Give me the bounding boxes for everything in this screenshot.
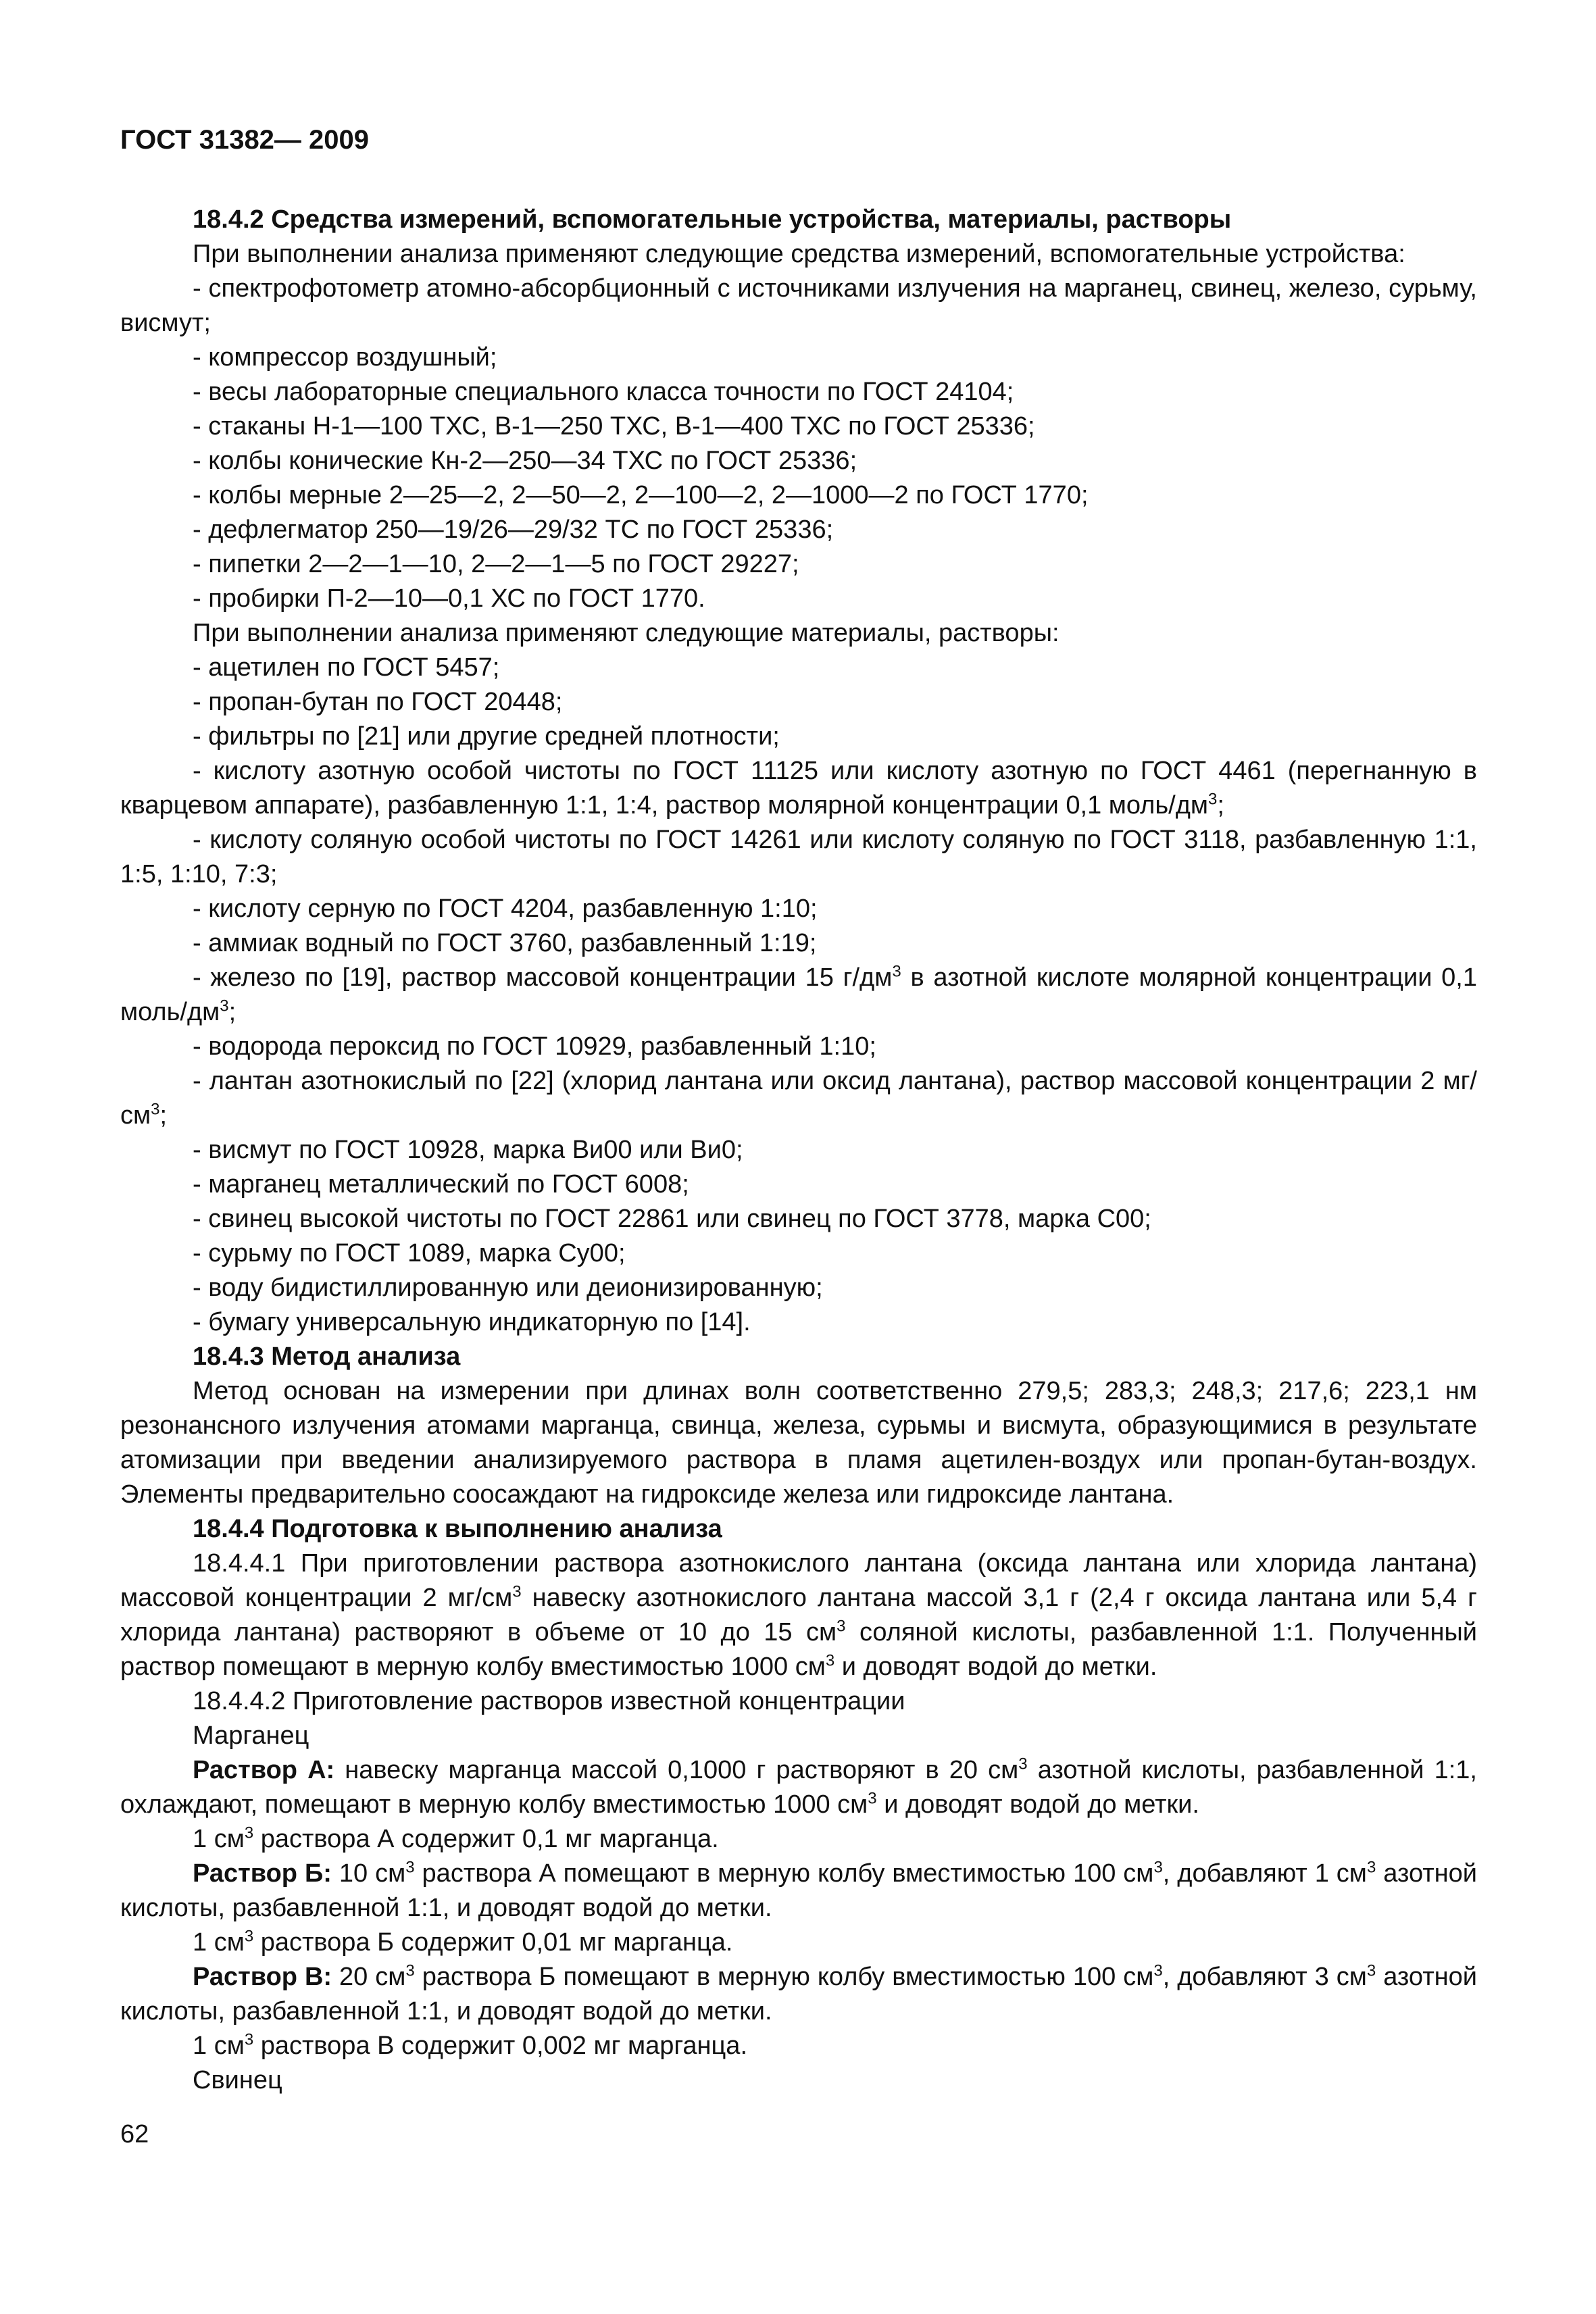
text-run: и доводят водой до метки. [834, 1653, 1157, 1681]
list-item: - пробирки П-2—10—0,1 ХС по ГОСТ 1770. [193, 584, 705, 613]
paragraph [120, 1822, 1477, 1857]
text-run: азотной кислоты, разбавленной 1:1, и доводят водой до метки. [120, 1859, 1477, 1922]
paragraph [120, 1857, 1477, 1926]
subheading-manganese: Марганец [193, 1721, 309, 1750]
page-header: ГОСТ 31382— 2009 [120, 125, 370, 155]
list-item: - дефлегматор 250—19/26—29/32 ТС по ГОСТ 25336; [193, 515, 834, 544]
superscript: 3 [1153, 1858, 1163, 1877]
superscript: 3 [825, 1651, 835, 1670]
paragraph [120, 1960, 1477, 2029]
paragraph: При выполнении анализа применяют следующие средства измерений, вспомогательные устройства: [193, 240, 1405, 268]
list-item: - свинец высокой чистоты по ГОСТ 22861 или свинец по ГОСТ 3778, марка С00; [193, 1205, 1151, 1233]
list-item: - кислоту серную по ГОСТ 4204, разбавленную 1:10; [193, 895, 818, 923]
list-item [120, 961, 1477, 1030]
list-item: - компрессор воздушный; [193, 343, 497, 372]
solution-label: Раствор В: [193, 1963, 332, 1991]
list-item: - фильтры по [21] или другие средней плотности; [193, 722, 780, 751]
list-item: - колбы мерные 2—25—2, 2—50—2, 2—100—2, 2—1000—2 по ГОСТ 1770; [193, 481, 1089, 509]
text-run: ; [1217, 791, 1224, 820]
text-run: - лантан азотнокислый по [22] (хлорид лантана или оксид лантана), раствор массовой концентрации 2 мг/см [120, 1067, 1477, 1130]
paragraph: 18.4.4.2 Приготовление растворов известной концентрации [193, 1687, 905, 1715]
list-item: - колбы конические Кн-2—250—34 ТХС по ГОСТ 25336; [193, 447, 857, 475]
list-item: - аммиак водный по ГОСТ 3760, разбавленный 1:19; [193, 929, 817, 957]
superscript: 3 [892, 962, 901, 981]
superscript: 3 [1018, 1755, 1028, 1774]
superscript: 3 [1366, 1961, 1376, 1980]
list-item: - весы лабораторные специального класса точности по ГОСТ 24104; [193, 378, 1014, 406]
text-run: 10 см [331, 1859, 406, 1888]
list-item: - пипетки 2—2—1—10, 2—2—1—5 по ГОСТ 29227; [193, 550, 799, 578]
text-run: ; [159, 1101, 168, 1130]
list-item: - стаканы Н-1—100 ТХС, В-1—250 ТХС, В-1—400 ТХС по ГОСТ 25336; [193, 412, 1035, 441]
text-run: раствора А содержит 0,1 мг марганца. [253, 1825, 719, 1853]
list-item: - бумагу универсальную индикаторную по [14]. [193, 1308, 751, 1336]
text-run: 1 см [193, 1928, 245, 1957]
paragraph: Метод основан на измерении при длинах волн соответственно 279,5; 283,3; 248,3; 217,6; 223,1 нм резонансного излучения атомами марганца, свинца, железа, сурьмы и висмута, образующимися в результате атомизации при введении анализируемого раствора в пламя ацетилен-воздух или пропан-бутан-воздух. Элементы предварительно соосаждают на гидроксиде железа или гидроксиде лантана. [120, 1377, 1477, 1509]
document-body [120, 203, 1477, 2098]
text-run: азотной кислоты, разбавленной 1:1, и доводят водой до метки. [120, 1963, 1477, 2026]
text-run: и доводят водой до метки. [876, 1790, 1199, 1819]
list-item: - кислоту соляную особой чистоты по ГОСТ 14261 или кислоту соляную по ГОСТ 3118, разбавленную 1:1, 1:5, 1:10, 7:3; [120, 826, 1477, 888]
text-run: , добавляют 1 см [1162, 1859, 1367, 1888]
text-run: 20 см [332, 1963, 406, 1991]
superscript: 3 [837, 1617, 846, 1636]
text-run: в азотной кислоте молярной концентрации 0,1 моль/дм [120, 963, 1477, 1026]
superscript: 3 [512, 1582, 522, 1601]
text-run: 1 см [193, 2032, 245, 2060]
list-item [120, 754, 1477, 823]
paragraph [120, 1753, 1477, 1822]
list-item: - пропан-бутан по ГОСТ 20448; [193, 688, 563, 716]
list-item: - марганец металлический по ГОСТ 6008; [193, 1170, 689, 1199]
page-number: 62 [120, 2120, 149, 2148]
text-run: 1 см [193, 1825, 245, 1853]
superscript: 3 [244, 2030, 254, 2049]
solution-label: Раствор Б: [193, 1859, 332, 1888]
paragraph: При выполнении анализа применяют следующие материалы, растворы: [193, 619, 1059, 647]
text-run: - кислоту азотную особой чистоты по ГОСТ 11125 или кислоту азотную по ГОСТ 4461 (перегнанную в кварцевом аппарате), разбавленную 1:1, 1:4, раствор молярной концентрации 0,1 моль/дм [120, 757, 1477, 820]
list-item: - сурьму по ГОСТ 1089, марка Су00; [193, 1239, 626, 1267]
text-run: - железо по [19], раствор массовой концентрации 15 г/дм [193, 963, 893, 992]
text-run: раствора Б содержит 0,01 мг марганца. [253, 1928, 733, 1957]
subheading-lead: Свинец [193, 2066, 282, 2094]
text-run: 18.4.4.1 При приготовлении раствора азотнокислого лантана (оксида лантана или хлорида лантана) массовой концентрации 2 мг/см [120, 1549, 1477, 1612]
superscript: 3 [405, 1961, 415, 1980]
list-item: - спектрофотометр атомно-абсорбционный с источниками излучения на марганец, свинец, железо, сурьму, висмут; [120, 274, 1477, 337]
text-run: азотной кислоты, разбавленной 1:1, охлаждают, помещают в мерную колбу вместимостью 1000 см [120, 1756, 1477, 1819]
paragraph [120, 1926, 1477, 1960]
section-heading-18-4-2: 18.4.2 Средства измерений, вспомогательные устройства, материалы, растворы [193, 205, 1232, 234]
text-run: соляной кислоты, разбавленной 1:1. Полученный раствор помещают в мерную колбу вместимостью 1000 см [120, 1618, 1477, 1681]
text-run: ; [228, 998, 236, 1026]
superscript: 3 [868, 1789, 877, 1808]
superscript: 3 [151, 1100, 160, 1119]
superscript: 3 [1366, 1858, 1376, 1877]
superscript: 3 [1208, 790, 1218, 809]
superscript: 3 [244, 1823, 254, 1842]
superscript: 3 [220, 997, 229, 1015]
superscript: 3 [244, 1927, 254, 1946]
text-run: навеску марганца массой 0,1000 г растворяют в 20 см [334, 1756, 1019, 1784]
text-run: навеску азотнокислого лантана массой 3,1 г (2,4 г оксида лантана или 5,4 г хлорида лантана) растворяют в объеме от 10 до 15 см [120, 1584, 1478, 1646]
list-item: - воду бидистиллированную или деионизированную; [193, 1274, 823, 1302]
text-run: , добавляют 3 см [1162, 1963, 1367, 1991]
list-item: - водорода пероксид по ГОСТ 10929, разбавленный 1:10; [193, 1032, 876, 1061]
section-heading-18-4-3: 18.4.3 Метод анализа [193, 1342, 461, 1371]
superscript: 3 [405, 1858, 415, 1877]
list-item: - ацетилен по ГОСТ 5457; [193, 653, 500, 682]
solution-label: Раствор А: [193, 1756, 335, 1784]
paragraph [120, 2029, 1477, 2063]
section-heading-18-4-4: 18.4.4 Подготовка к выполнению анализа [193, 1515, 722, 1543]
list-item: - висмут по ГОСТ 10928, марка Ви00 или Ви0; [193, 1136, 743, 1164]
paragraph [120, 1546, 1477, 1684]
text-run: раствора А помещают в мерную колбу вместимостью 100 см [414, 1859, 1154, 1888]
text-run: раствора В содержит 0,002 мг марганца. [253, 2032, 748, 2060]
list-item [120, 1064, 1477, 1133]
text-run: раствора Б помещают в мерную колбу вместимостью 100 см [414, 1963, 1154, 1991]
superscript: 3 [1153, 1961, 1163, 1980]
